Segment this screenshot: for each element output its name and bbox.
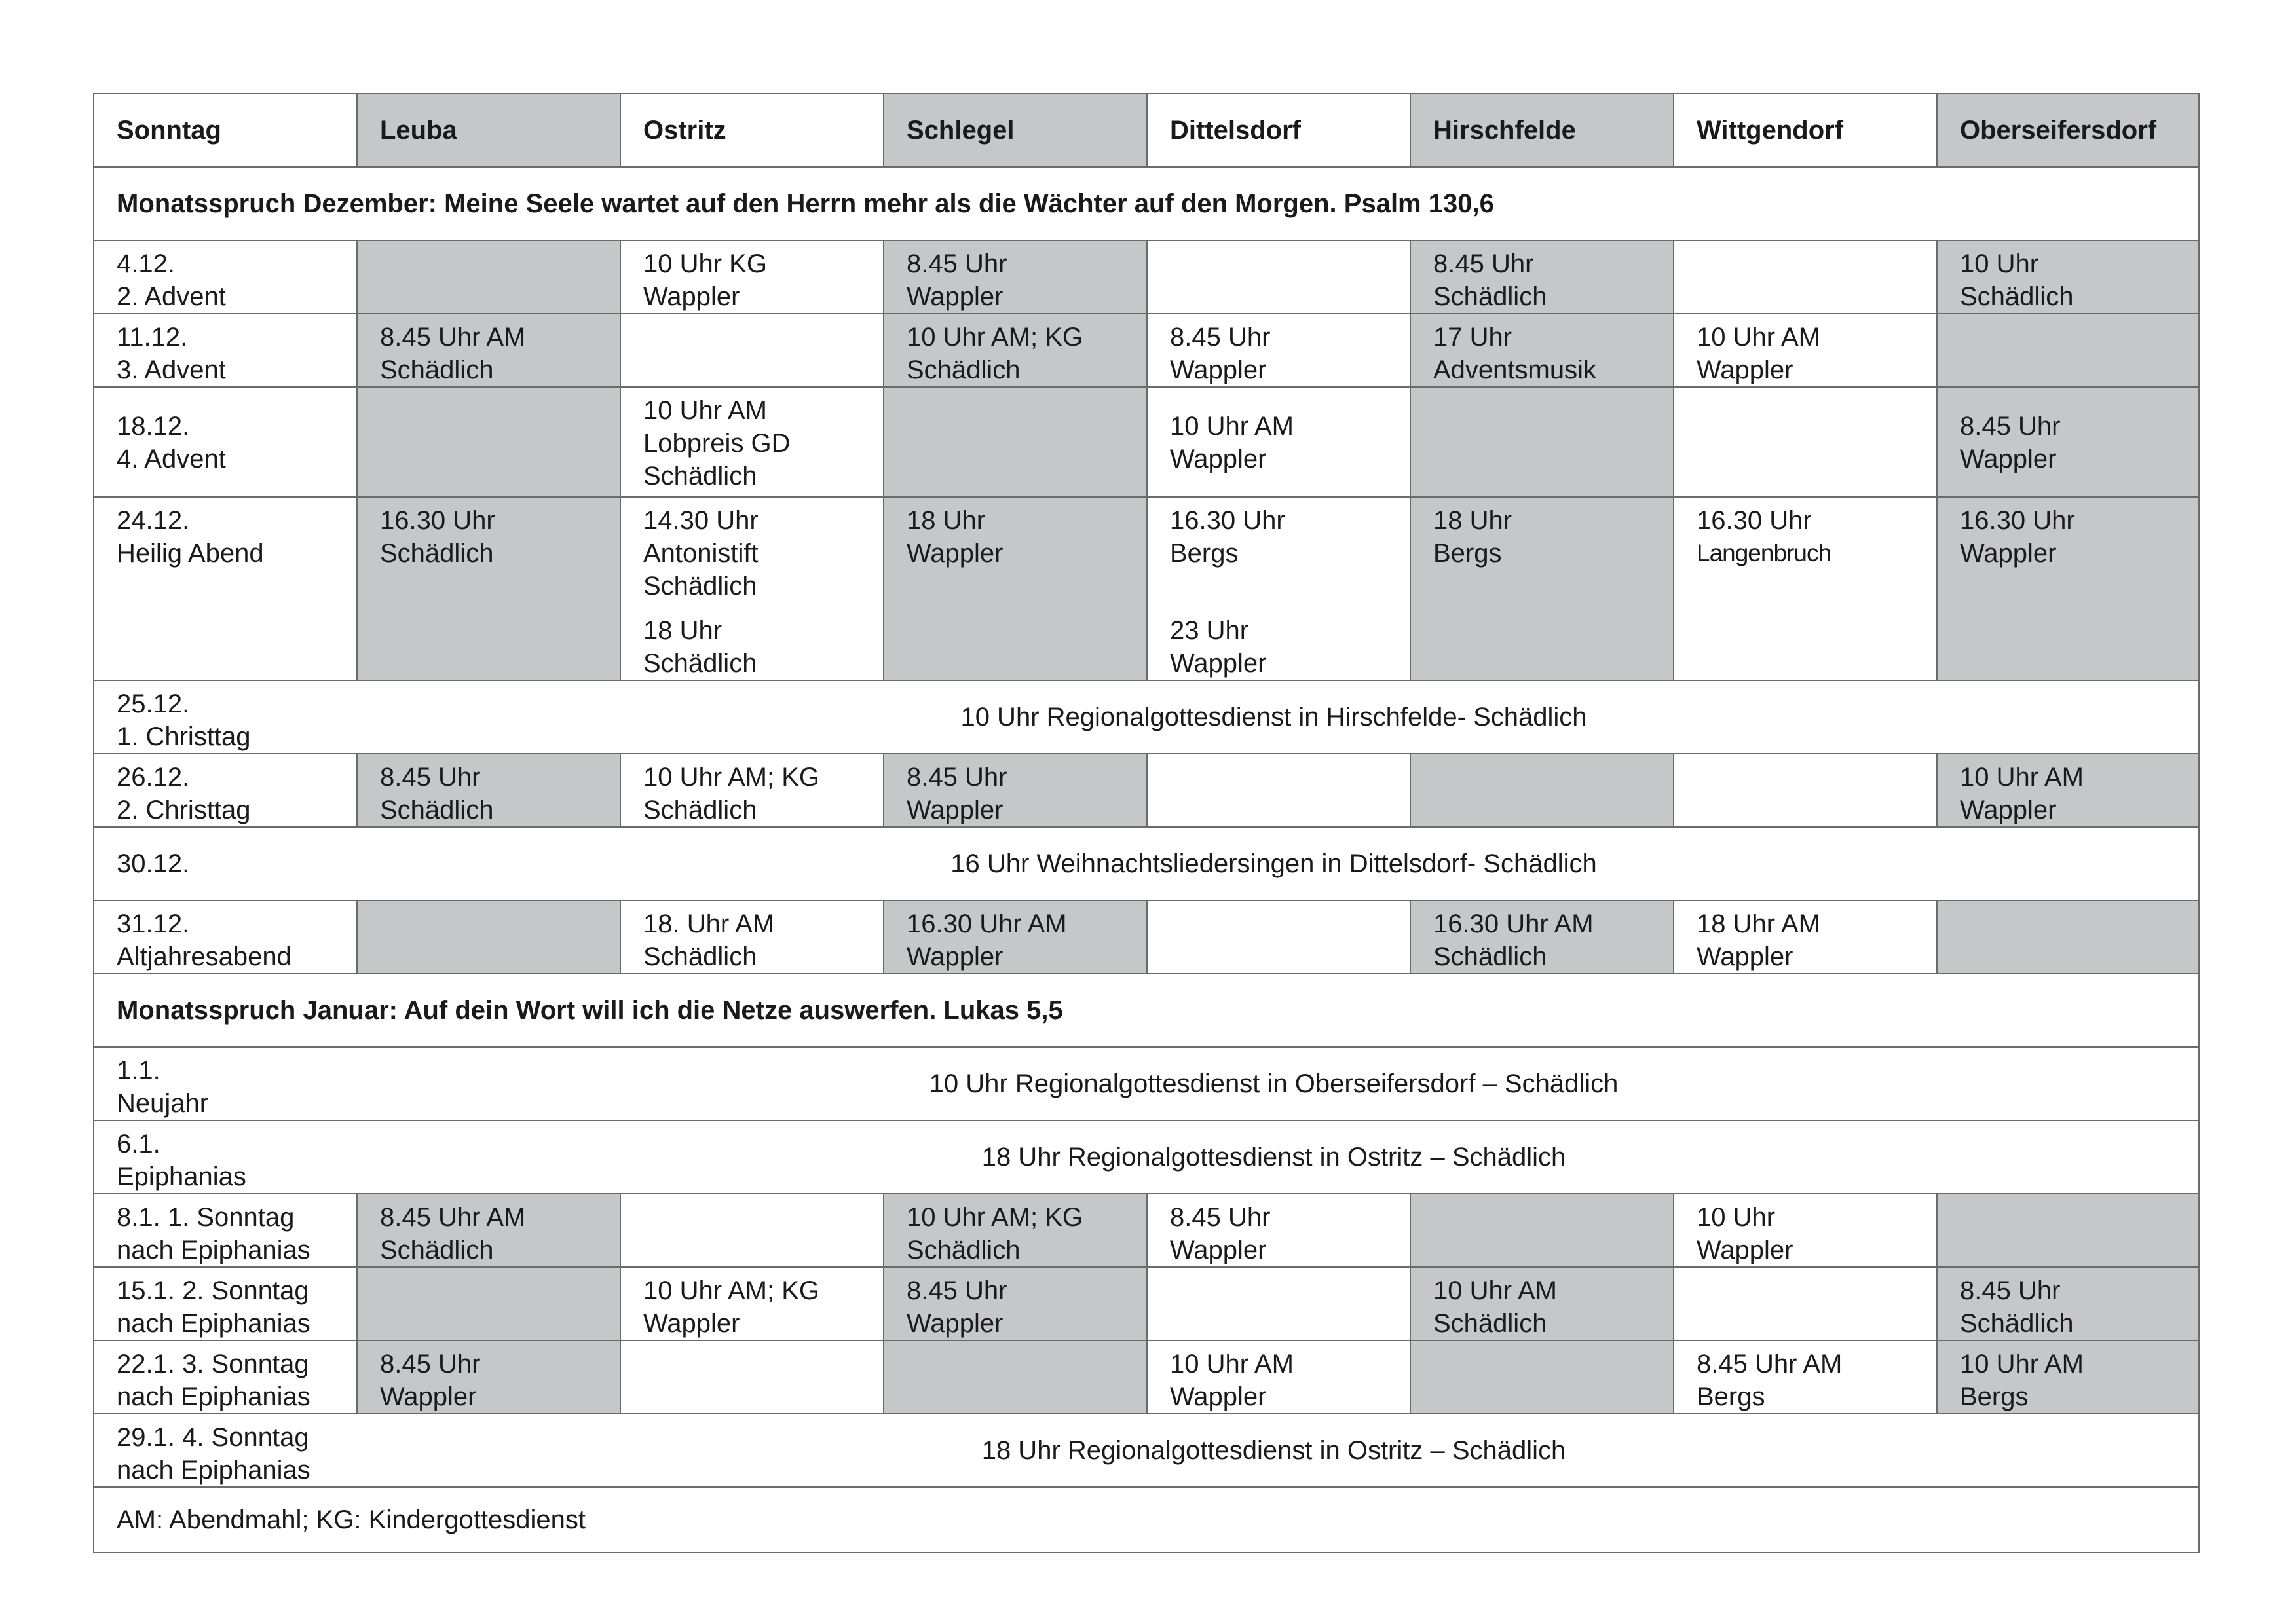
cell-oberseifersdorf: 16.30 Uhr Wappler [1937,497,2199,680]
cell-wittgendorf: 10 Uhr Wappler [1674,1194,1937,1267]
header-leuba: Leuba [357,94,620,167]
monatsspruch-dezember-row [94,167,2199,240]
header-sonntag: Sonntag [94,94,357,167]
cell-leuba: 16.30 Uhr Schädlich [357,497,620,680]
monatsspruch-dezember: Monatsspruch Dezember: Meine Seele wartet auf den Herrn mehr als die Wächter auf den Morgen. Psalm 130,6 [94,167,2199,240]
cell-leuba [357,900,620,974]
regional-service: 10 Uhr Regionalgottesdienst in Oberseifersdorf – Schädlich [357,1047,2199,1120]
cell-hirschfelde [1410,1340,1674,1414]
cell-schlegel [884,387,1147,497]
day-cell: 22.1. 3. Sonntag nach Epiphanias [94,1340,357,1414]
table-row [94,1267,2199,1340]
cell-leuba [357,387,620,497]
table-row [94,754,2199,827]
cell-leuba [357,1267,620,1340]
cell-wittgendorf [1674,240,1937,314]
cell-oberseifersdorf: 10 Uhr AM Wappler [1937,754,2199,827]
header-schlegel: Schlegel [884,94,1147,167]
day-cell: 15.1. 2. Sonntag nach Epiphanias [94,1267,357,1340]
regional-service: 16 Uhr Weihnachtsliedersingen in Dittelsdorf- Schädlich [357,827,2199,900]
day-cell: 25.12. 1. Christtag [94,680,357,754]
cell-leuba: 8.45 Uhr Schädlich [357,754,620,827]
cell-ostritz: 10 Uhr AM; KG Schädlich [620,754,884,827]
cell-schlegel: 10 Uhr AM; KG Schädlich [884,1194,1147,1267]
table-row [94,1414,2199,1487]
cell-schlegel: 8.45 Uhr Wappler [884,1267,1147,1340]
cell-wittgendorf: 8.45 Uhr AM Bergs [1674,1340,1937,1414]
day-cell: 4.12. 2. Advent [94,240,357,314]
cell-wittgendorf [1674,1267,1937,1340]
monatsspruch-januar: Monatsspruch Januar: Auf dein Wort will ich die Netze auswerfen. Lukas 5,5 [94,974,2199,1047]
cell-dittelsdorf: 8.45 Uhr Wappler [1147,1194,1410,1267]
cell-hirschfelde [1410,1194,1674,1267]
cell-hirschfelde: 8.45 Uhr Schädlich [1410,240,1674,314]
cell-hirschfelde: 18 Uhr Bergs [1410,497,1674,680]
regional-service: 10 Uhr Regionalgottesdienst in Hirschfelde- Schädlich [357,680,2199,754]
day-cell: 30.12. [94,827,357,900]
table-row [94,1340,2199,1414]
cell-oberseifersdorf: 8.45 Uhr Schädlich [1937,1267,2199,1340]
cell-schlegel [884,1340,1147,1414]
cell-schlegel: 8.45 Uhr Wappler [884,754,1147,827]
regional-service: 18 Uhr Regionalgottesdienst in Ostritz – Schädlich [357,1120,2199,1194]
cell-dittelsdorf: 10 Uhr AM Wappler [1147,1340,1410,1414]
header-hirschfelde: Hirschfelde [1410,94,1674,167]
day-cell: 29.1. 4. Sonntag nach Epiphanias [94,1414,357,1487]
cell-ostritz: 10 Uhr AM; KG Wappler [620,1267,884,1340]
cell-ostritz [620,1340,884,1414]
cell-ostritz: 14.30 Uhr Antonistift Schädlich 18 Uhr Schädlich [620,497,884,680]
cell-ostritz [620,314,884,387]
cell-leuba: 8.45 Uhr Wappler [357,1340,620,1414]
cell-schlegel: 8.45 Uhr Wappler [884,240,1147,314]
table-row [94,1194,2199,1267]
day-cell: 26.12. 2. Christtag [94,754,357,827]
cell-oberseifersdorf [1937,314,2199,387]
header-wittgendorf: Wittgendorf [1674,94,1937,167]
header-ostritz: Ostritz [620,94,884,167]
cell-wittgendorf: 16.30 Uhr Langenbruch [1674,497,1937,680]
cell-hirschfelde [1410,754,1674,827]
cell-oberseifersdorf [1937,900,2199,974]
cell-dittelsdorf: 8.45 Uhr Wappler [1147,314,1410,387]
legend-note: AM: Abendmahl; KG: Kindergottesdienst [94,1487,2199,1553]
header-oberseifersdorf: Oberseifersdorf [1937,94,2199,167]
day-cell: 6.1. Epiphanias [94,1120,357,1194]
table-row [94,497,2199,680]
cell-dittelsdorf: 10 Uhr AM Wappler [1147,387,1410,497]
cell-dittelsdorf [1147,240,1410,314]
day-cell: 8.1. 1. Sonntag nach Epiphanias [94,1194,357,1267]
day-cell: 1.1. Neujahr [94,1047,357,1120]
cell-wittgendorf [1674,754,1937,827]
table-row [94,1047,2199,1120]
cell-ostritz: 18. Uhr AM Schädlich [620,900,884,974]
table-row [94,900,2199,974]
table-row [94,1120,2199,1194]
cell-ostritz: 10 Uhr AM Lobpreis GD Schädlich [620,387,884,497]
day-cell: 24.12. Heilig Abend [94,497,357,680]
header-dittelsdorf: Dittelsdorf [1147,94,1410,167]
cell-ostritz [620,1194,884,1267]
table-row [94,314,2199,387]
cell-hirschfelde: 17 Uhr Adventsmusik [1410,314,1674,387]
cell-leuba [357,240,620,314]
header-row [94,94,2199,167]
cell-wittgendorf: 10 Uhr AM Wappler [1674,314,1937,387]
gottesdienst-plan-table [93,93,2200,1553]
footer-row [94,1487,2199,1553]
cell-oberseifersdorf: 10 Uhr AM Bergs [1937,1340,2199,1414]
cell-hirschfelde: 10 Uhr AM Schädlich [1410,1267,1674,1340]
cell-oberseifersdorf: 10 Uhr Schädlich [1937,240,2199,314]
table-row [94,680,2199,754]
cell-schlegel: 10 Uhr AM; KG Schädlich [884,314,1147,387]
cell-oberseifersdorf [1937,1194,2199,1267]
cell-schlegel: 16.30 Uhr AM Wappler [884,900,1147,974]
cell-dittelsdorf [1147,754,1410,827]
cell-dittelsdorf [1147,1267,1410,1340]
cell-ostritz: 10 Uhr KG Wappler [620,240,884,314]
day-cell: 18.12. 4. Advent [94,387,357,497]
cell-hirschfelde [1410,387,1674,497]
day-cell: 31.12. Altjahresabend [94,900,357,974]
day-cell: 11.12. 3. Advent [94,314,357,387]
monatsspruch-januar-row [94,974,2199,1047]
cell-wittgendorf [1674,387,1937,497]
cell-leuba: 8.45 Uhr AM Schädlich [357,314,620,387]
cell-dittelsdorf: 16.30 Uhr Bergs 23 Uhr Wappler [1147,497,1410,680]
regional-service: 18 Uhr Regionalgottesdienst in Ostritz – Schädlich [357,1414,2199,1487]
cell-hirschfelde: 16.30 Uhr AM Schädlich [1410,900,1674,974]
cell-dittelsdorf [1147,900,1410,974]
cell-leuba: 8.45 Uhr AM Schädlich [357,1194,620,1267]
table-row [94,387,2199,497]
cell-oberseifersdorf: 8.45 Uhr Wappler [1937,387,2199,497]
table-row [94,827,2199,900]
table-row [94,240,2199,314]
cell-schlegel: 18 Uhr Wappler [884,497,1147,680]
cell-wittgendorf: 18 Uhr AM Wappler [1674,900,1937,974]
